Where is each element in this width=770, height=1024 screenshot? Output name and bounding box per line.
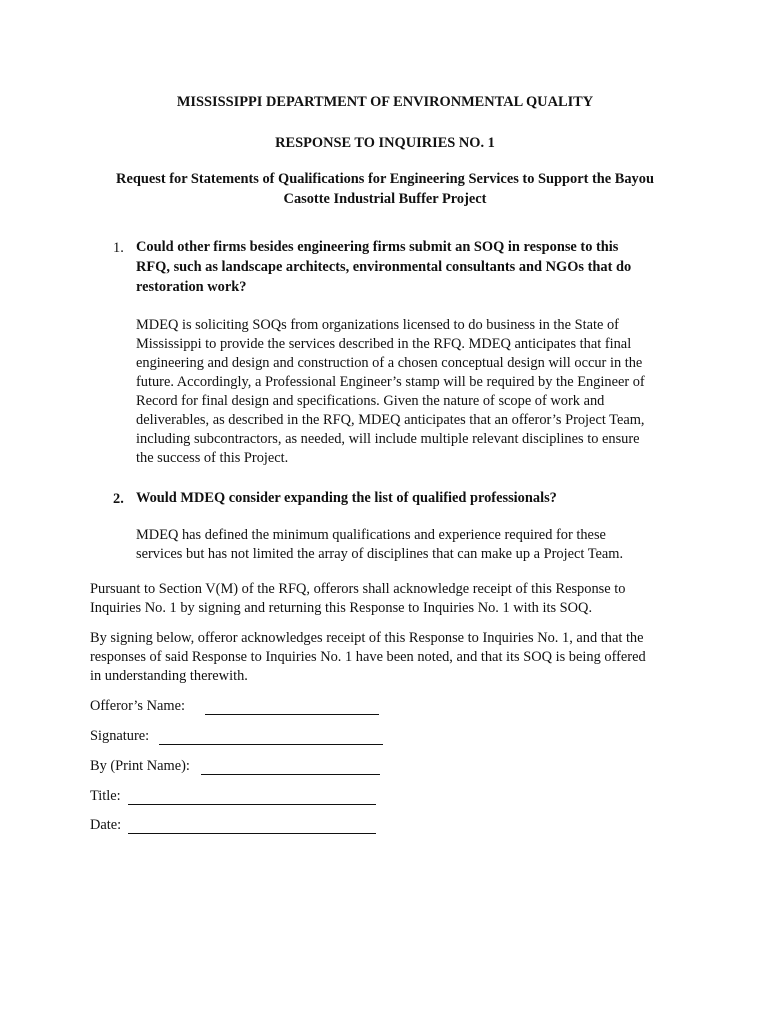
offeror-name-field[interactable] <box>90 699 390 717</box>
signature-field[interactable] <box>90 729 390 747</box>
answer-line: including subcontractors, as needed, will include multiple relevant disciplines to ensure <box>136 431 640 447</box>
question-line: restoration work? <box>136 279 247 295</box>
acknowledgement-line: Pursuant to Section V(M) of the RFQ, offerors shall acknowledge receipt of this Response to <box>90 581 626 597</box>
agency-title: MISSISSIPPI DEPARTMENT OF ENVIRONMENTAL QUALITY <box>176 94 594 110</box>
answer-line: Record for final design and specifications. Given the nature of scope of work and <box>136 393 605 409</box>
date-label: Date: <box>90 817 122 833</box>
signature-line[interactable] <box>159 744 383 745</box>
answer-line: deliverables, as described in the RFQ, MDEQ anticipates that an offeror’s Project Team, <box>136 412 645 428</box>
title-label: Title: <box>90 788 121 804</box>
request-title-line-1: Request for Statements of Qualifications for Engineering Services to Support the Bayou <box>116 171 654 187</box>
question-number: 2. <box>113 491 124 507</box>
signature-label: Signature: <box>90 728 150 744</box>
offeror-name-line[interactable] <box>205 714 379 715</box>
answer-line: the success of this Project. <box>136 450 289 466</box>
date-line[interactable] <box>128 833 376 834</box>
title-field[interactable] <box>90 789 390 807</box>
acknowledgement-line: Inquiries No. 1 by signing and returning this Response to Inquiries No. 1 with its SOQ. <box>90 600 593 616</box>
answer-line: MDEQ has defined the minimum qualifications and experience required for these <box>136 527 606 543</box>
print-name-line[interactable] <box>201 774 380 775</box>
answer-line: services but has not limited the array of disciplines that can make up a Project Team. <box>136 546 624 562</box>
title-line[interactable] <box>128 804 376 805</box>
request-title-line-2: Casotte Industrial Buffer Project <box>283 191 487 207</box>
acknowledgement-line: responses of said Response to Inquiries No. 1 have been noted, and that its SOQ is being offered <box>90 649 646 665</box>
document-subtitle: RESPONSE TO INQUIRIES NO. 1 <box>275 135 495 151</box>
question-number: 1. <box>113 240 124 256</box>
print-name-label: By (Print Name): <box>90 758 190 774</box>
question-line: Could other firms besides engineering firms submit an SOQ in response to this <box>136 239 619 255</box>
offeror-name-label: Offeror’s Name: <box>90 698 185 714</box>
answer-line: engineering and design and construction of a chosen conceptual design will occur in the <box>136 355 643 371</box>
date-field[interactable] <box>90 818 390 836</box>
acknowledgement-line: in understanding therewith. <box>90 668 248 684</box>
question-line: Would MDEQ consider expanding the list of qualified professionals? <box>136 490 557 506</box>
print-name-field[interactable] <box>90 759 390 777</box>
question-line: RFQ, such as landscape architects, environmental consultants and NGOs that do <box>136 259 632 275</box>
answer-line: MDEQ is soliciting SOQs from organizations licensed to do business in the State of <box>136 317 619 333</box>
answer-line: future. Accordingly, a Professional Engineer’s stamp will be required by the Engineer of <box>136 374 645 390</box>
answer-line: Mississippi to provide the services described in the RFQ. MDEQ anticipates that final <box>136 336 632 352</box>
acknowledgement-line: By signing below, offeror acknowledges receipt of this Response to Inquiries No. 1, and that the <box>90 630 644 646</box>
